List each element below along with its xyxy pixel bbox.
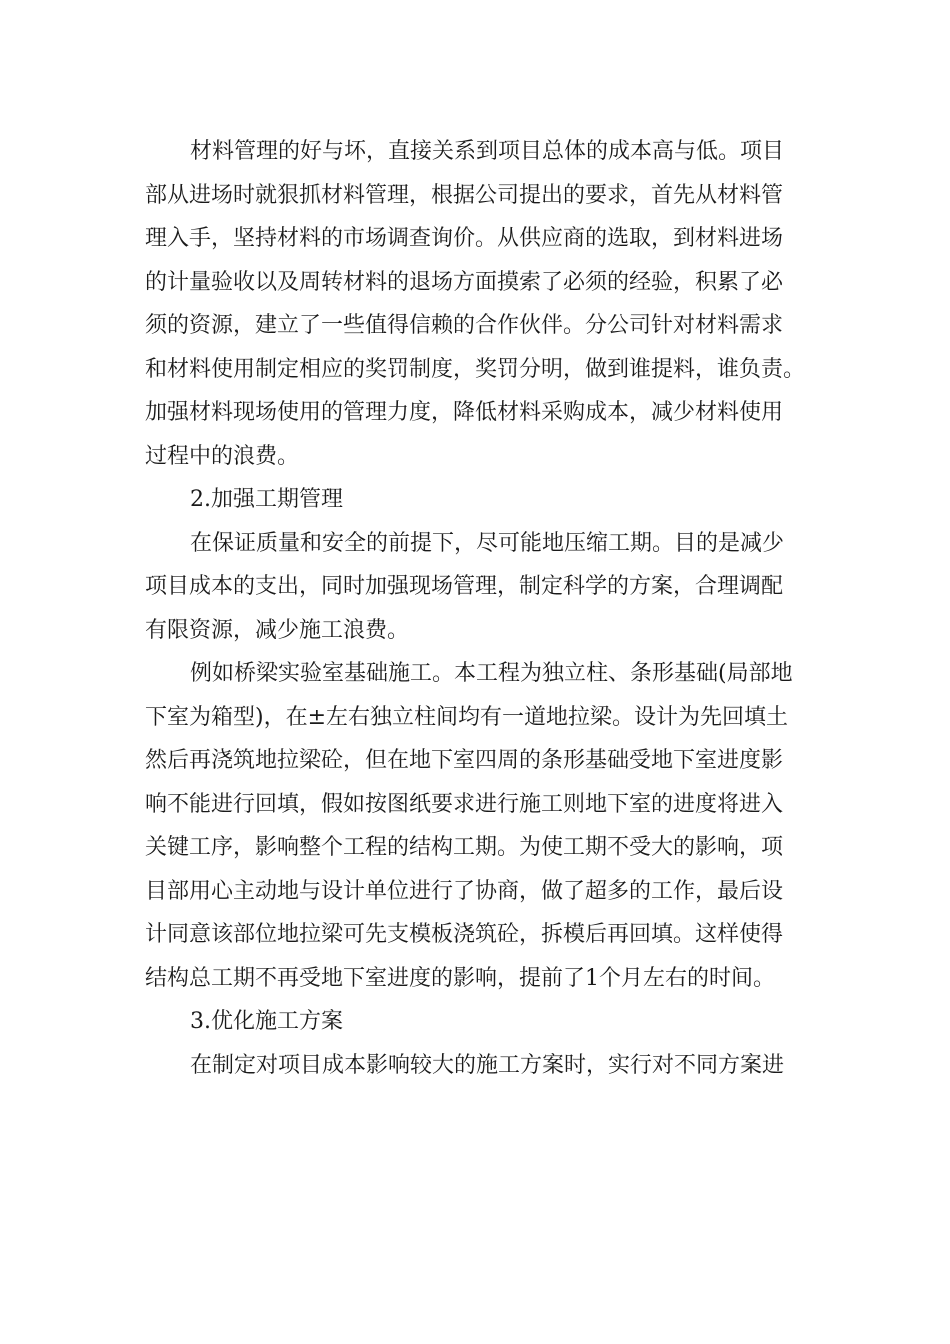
paragraph-line: 过程中的浪费。 bbox=[145, 443, 300, 469]
paragraph-line: 例如桥梁实验室基础施工。本工程为独立柱、条形基础(局部地 bbox=[190, 661, 793, 686]
paragraph-line: 理入手，坚持材料的市场调查询价。从供应商的选取，到材料进场 bbox=[145, 226, 784, 251]
paragraph-line: 和材料使用制定相应的奖罚制度，奖罚分明，做到谁提料，谁负责。 bbox=[145, 356, 806, 382]
paragraph-line: 材料管理的好与坏，直接关系到项目总体的成本高与低。项目 bbox=[190, 139, 785, 164]
paragraph-line: 在制定对项目成本影响较大的施工方案时，实行对不同方案进 bbox=[190, 1052, 785, 1078]
paragraph-line: 须的资源，建立了一些值得信赖的合作伙伴。分公司针对材料需求 bbox=[145, 313, 784, 338]
paragraph-line: 部从进场时就狠抓材料管理，根据公司提出的要求，首先从材料管 bbox=[145, 182, 784, 208]
paragraph-line: 关键工序，影响整个工程的结构工期。为使工期不受大的影响，项 bbox=[145, 835, 784, 860]
body-text bbox=[145, 130, 825, 1087]
paragraph-line: 下室为箱型)，在±左右独立柱间均有一道地拉梁。设计为先回填土 bbox=[145, 704, 789, 730]
paragraph-line: 计同意该部位地拉梁可先支模板浇筑砼，拆模后再回填。这样使得 bbox=[145, 922, 784, 947]
paragraph-line: 的计量验收以及周转材料的退场方面摸索了必须的经验，积累了必 bbox=[145, 269, 784, 295]
paragraph-line: 项目成本的支出，同时加强现场管理，制定科学的方案，合理调配 bbox=[145, 574, 784, 599]
paragraph-line: 结构总工期不再受地下室进度的影响，提前了1个月左右的时间。 bbox=[145, 965, 775, 991]
section-heading: 2.加强工期管理 bbox=[190, 487, 343, 512]
paragraph-line: 有限资源，减少施工浪费。 bbox=[145, 617, 410, 643]
paragraph-line: 加强材料现场使用的管理力度，降低材料采购成本，减少材料使用 bbox=[145, 400, 784, 425]
paragraph-line: 在保证质量和安全的前提下，尽可能地压缩工期。目的是减少 bbox=[190, 530, 785, 556]
paragraph-line: 然后再浇筑地拉梁砼，但在地下室四周的条形基础受地下室进度影 bbox=[145, 748, 784, 773]
paragraph-line: 目部用心主动地与设计单位进行了协商，做了超多的工作，最后设 bbox=[145, 878, 784, 904]
section-heading: 3.优化施工方案 bbox=[190, 1009, 343, 1034]
paragraph-line: 响不能进行回填，假如按图纸要求进行施工则地下室的进度将进入 bbox=[145, 791, 784, 817]
